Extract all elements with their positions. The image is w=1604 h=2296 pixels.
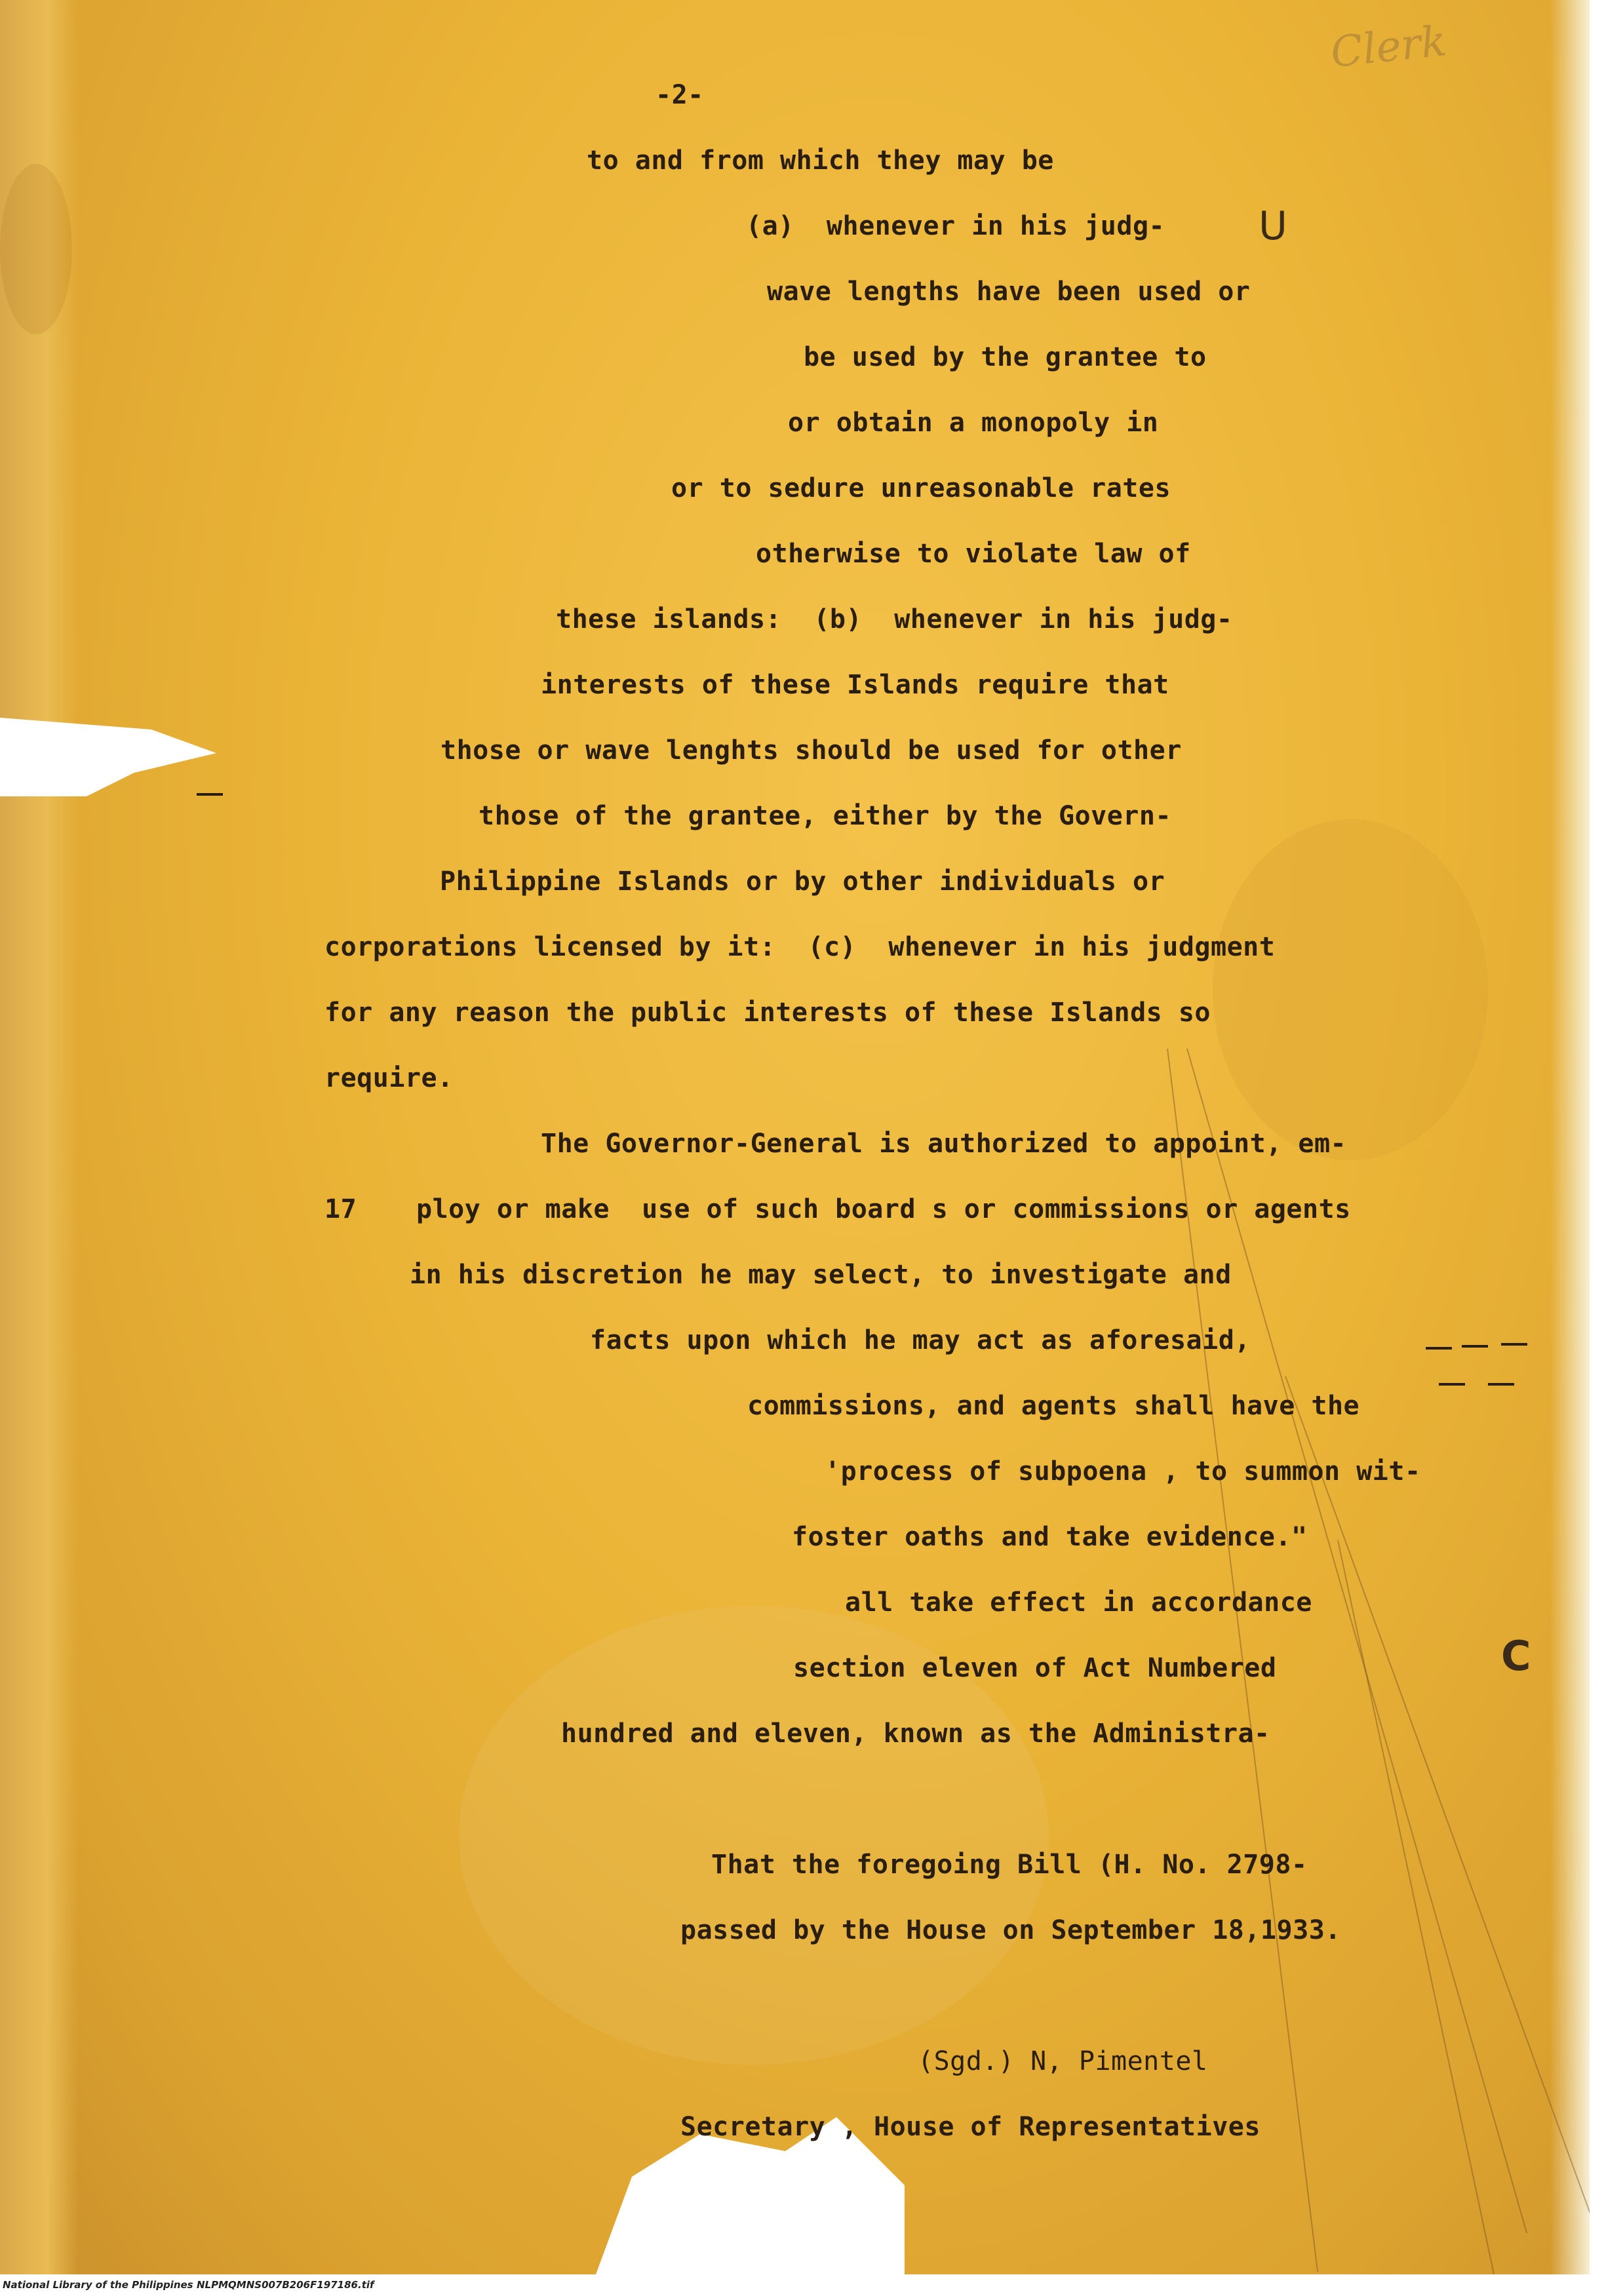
text-line: Philippine Islands or by other individuals or [440, 866, 1165, 897]
page-number: -2- [655, 80, 704, 110]
file-identifier: NLPMQMNS007B206F197186.tif [197, 2279, 374, 2291]
text-line: corporations licensed by it: (c) whenever in his judgment [324, 932, 1276, 962]
margin-number: 17 [324, 1194, 357, 1224]
text-line: these islands: (b) whenever in his judg- [556, 604, 1233, 634]
signature-line: (Sgd.) N, Pimentel [918, 2046, 1208, 2076]
text-line: all take effect in accordance [845, 1587, 1312, 1618]
margin-dash [1439, 1383, 1465, 1386]
archive-footer [0, 2274, 1604, 2296]
margin-dash [1501, 1343, 1527, 1346]
text-line: section eleven of Act Numbered [793, 1653, 1277, 1683]
handwritten-mark-c: C [1501, 1632, 1531, 1680]
text-line: The Governor-General is authorized to appoint, em- [541, 1129, 1347, 1159]
margin-dash [1488, 1383, 1514, 1386]
text-line: foster oaths and take evidence." [792, 1522, 1308, 1552]
library-credit: National Library of the Philippines [3, 2279, 193, 2291]
handwritten-mark-u: U [1259, 203, 1287, 249]
corner-pencil-note: Clerk [1328, 16, 1449, 78]
text-line: interests of these Islands require that [541, 670, 1169, 700]
margin-dash [197, 793, 223, 796]
text-line: in his discretion he may select, to investigate and [410, 1260, 1232, 1290]
torn-edge [0, 718, 216, 796]
text-line: for any reason the public interests of these Islands so [324, 998, 1211, 1028]
page-right-edge [1550, 0, 1590, 2274]
text-line: 'process of subpoena , to summon wit- [825, 1456, 1421, 1487]
margin-dash [1462, 1345, 1488, 1348]
text-line: ploy or make use of such board s or commissions or agents [416, 1194, 1351, 1224]
text-line: passed by the House on September 18,1933. [680, 1915, 1341, 1945]
text-line: require. [324, 1063, 454, 1093]
signature-title: Secretary , House of Representatives [680, 2112, 1261, 2142]
text-line: or to sedure unreasonable rates [671, 473, 1171, 503]
text-line: those or wave lenghts should be used for other [440, 735, 1182, 766]
text-line: hundred and eleven, known as the Administra- [561, 1719, 1270, 1749]
text-line: commissions, and agents shall have the [747, 1391, 1360, 1421]
margin-dash [1426, 1347, 1452, 1350]
text-line: otherwise to violate law of [756, 539, 1191, 569]
crease [1285, 1376, 1590, 2238]
page-edge-shadow [0, 0, 79, 2274]
text-line: (a) whenever in his judg- [746, 211, 1165, 241]
crease [1337, 1540, 1502, 2274]
text-line: those of the grantee, either by the Govern- [479, 801, 1172, 831]
text-line: wave lengths have been used or [767, 277, 1251, 307]
text-line: to and from which they may be [587, 146, 1054, 176]
stain [0, 164, 72, 334]
text-line: facts upon which he may act as aforesaid, [590, 1325, 1251, 1355]
stain [1213, 819, 1488, 1160]
crease [1186, 1048, 1527, 2233]
text-line: or obtain a monopoly in [788, 408, 1159, 438]
text-line: That the foregoing Bill (H. No. 2798- [711, 1850, 1308, 1880]
text-line: be used by the grantee to [804, 342, 1207, 372]
